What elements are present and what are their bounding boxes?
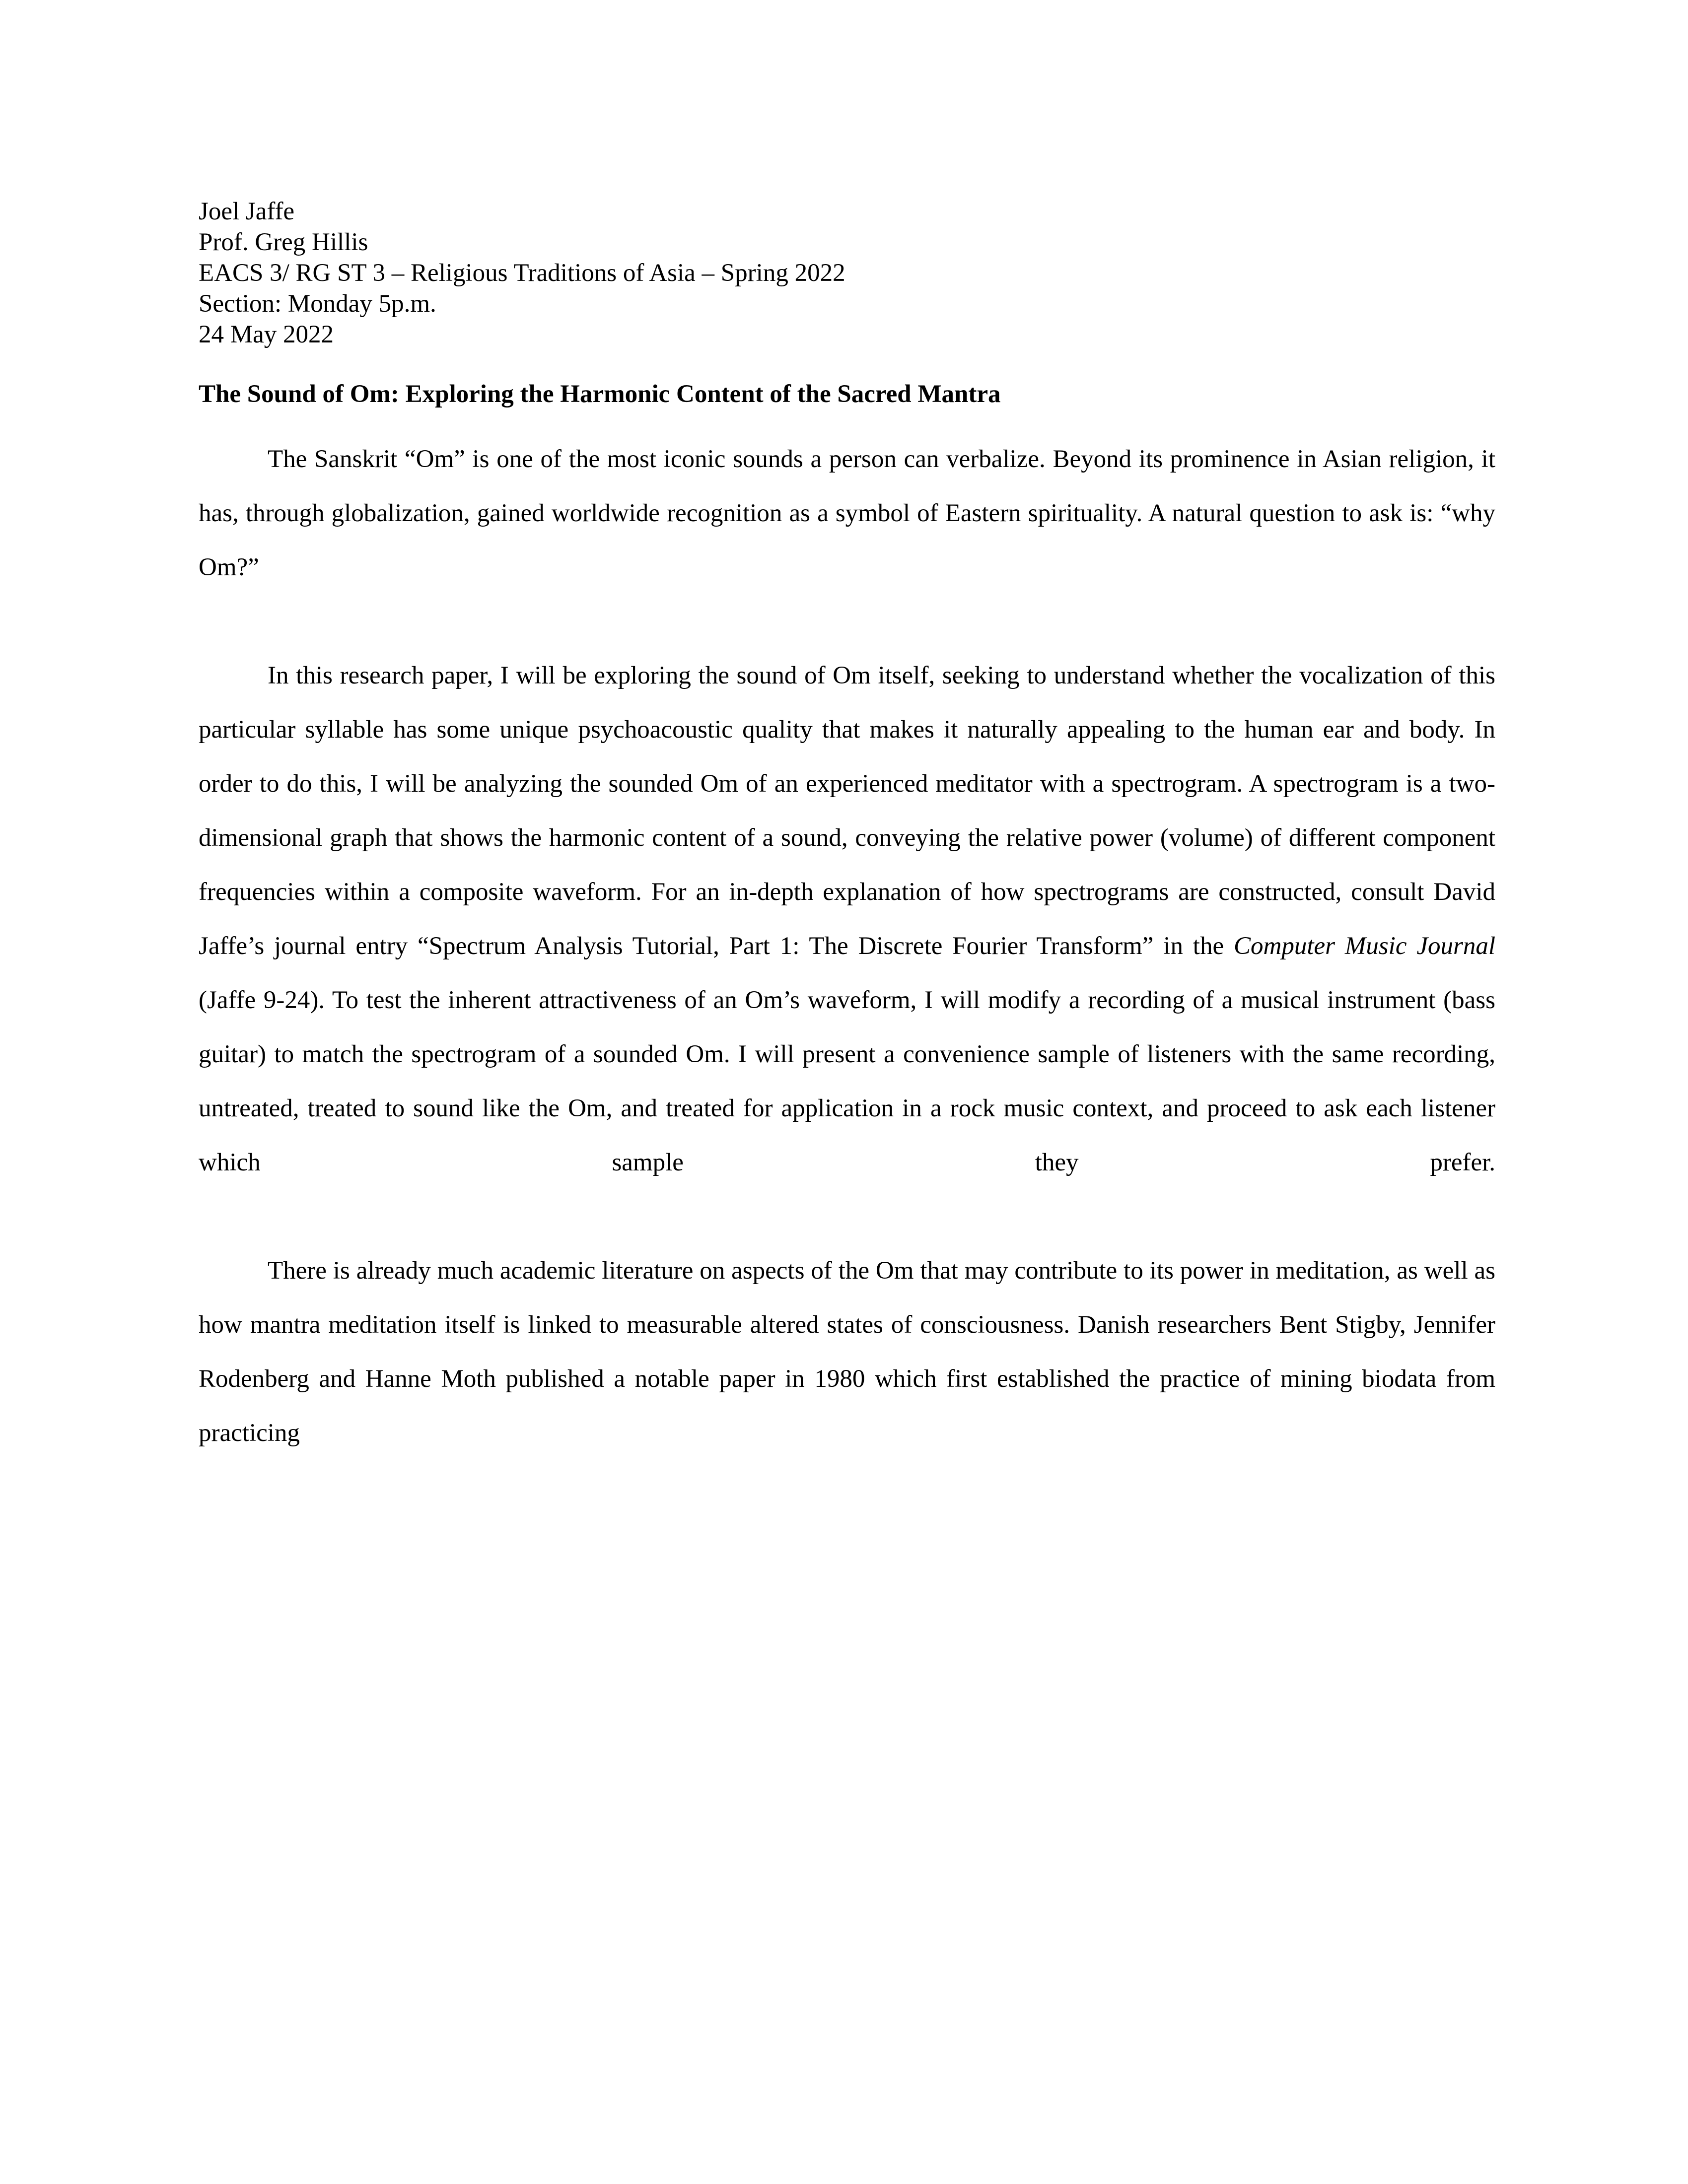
mla-heading-block [199, 196, 1495, 350]
paragraph-intro [199, 432, 1495, 649]
paragraph-literature-review [199, 1244, 1495, 1514]
course-info: EACS 3/ RG ST 3 – Religious Traditions of Asia – Spring 2022 [199, 259, 845, 287]
submission-date: 24 May 2022 [199, 321, 334, 348]
paragraph-research-plan [199, 649, 1495, 1244]
author-name: Joel Jaffe [199, 198, 295, 225]
document-content [199, 196, 1495, 1514]
paragraph-research-plan-text-after-title: (Jaffe 9-24). To test the inherent attractiveness of an Om’s waveform, I will modify a recording of a musical instrument (bass guitar) to match the spectrogram of a sounded Om. I will present a convenience sample of listeners with the same recording, untreated, treated to sound like the Om, and treated for application in a rock music context, and proceed to ask each listener which sample they prefer. [199, 986, 1495, 1176]
page-title: The Sound of Om: Exploring the Harmonic Content of the Sacred Mantra [199, 380, 1001, 408]
paragraph-literature-review-text: There is already much academic literature on aspects of the Om that may contribute to its power in meditation, as well as how mantra meditation itself is linked to measurable altered states of consciousness. Danish researchers Bent Stigby, Jennifer Rodenberg and Hanne Moth published a notable paper in 1980 which first established the practice of mining biodata from practicing [199, 1257, 1495, 1447]
instructor-name: Prof. Greg Hillis [199, 228, 368, 256]
paragraph-research-plan-text-before-title: In this research paper, I will be exploring the sound of Om itself, seeking to understand whether the vocalization of this particular syllable has some unique psychoacoustic quality that makes it naturally appealing to the human ear and body. In order to do this, I will be analyzing the sounded Om of an experienced meditator with a spectrogram. A spectrogram is a two-dimensional graph that shows the harmonic content of a sound, conveying the relative power (volume) of different component frequencies within a composite waveform. For an in-depth explanation of how spectrograms are constructed, consult David Jaffe’s journal entry “Spectrum Analysis Tutorial, Part 1: The Discrete Fourier Transform” in the [199, 662, 1495, 960]
section-info: Section: Monday 5p.m. [199, 290, 436, 318]
paragraph-intro-text: The Sanskrit “Om” is one of the most iconic sounds a person can verbalize. Beyond its prominence in Asian religion, it has, through globalization, gained worldwide recognition as a symbol of Eastern spirituality. A natural question to ask is: “why Om?” [199, 445, 1495, 581]
journal-title-italic: Computer Music Journal [1233, 932, 1495, 960]
